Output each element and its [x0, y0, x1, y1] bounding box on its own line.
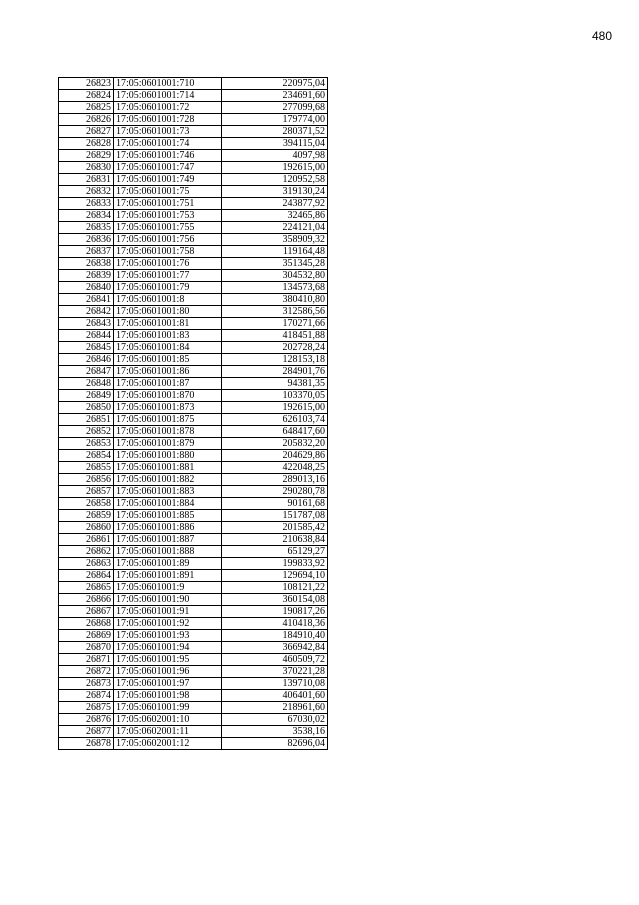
table-row [59, 522, 328, 534]
value-cell: 192615,00 [222, 162, 328, 174]
value-cell: 220975,04 [222, 78, 328, 90]
value-cell: 128153,18 [222, 354, 328, 366]
cadastral-number-cell: 17:05:0601001:86 [114, 366, 222, 378]
cadastral-number-cell: 17:05:0601001:89 [114, 558, 222, 570]
row-number-cell: 26856 [59, 474, 114, 486]
table-row [59, 126, 328, 138]
value-cell: 82696,04 [222, 738, 328, 750]
cadastral-number-cell: 17:05:0601001:87 [114, 378, 222, 390]
row-number-cell: 26842 [59, 306, 114, 318]
row-number-cell: 26869 [59, 630, 114, 642]
cadastral-number-cell: 17:05:0601001:93 [114, 630, 222, 642]
cadastral-number-cell: 17:05:0601001:891 [114, 570, 222, 582]
row-number-cell: 26859 [59, 510, 114, 522]
value-cell: 460509,72 [222, 654, 328, 666]
table-row [59, 198, 328, 210]
row-number-cell: 26837 [59, 246, 114, 258]
row-number-cell: 26835 [59, 222, 114, 234]
table-row [59, 654, 328, 666]
value-cell: 224121,04 [222, 222, 328, 234]
table-row [59, 378, 328, 390]
table-row [59, 414, 328, 426]
table-row [59, 102, 328, 114]
cadastral-number-cell: 17:05:0602001:11 [114, 726, 222, 738]
value-cell: 394115,04 [222, 138, 328, 150]
value-cell: 108121,22 [222, 582, 328, 594]
cadastral-number-cell: 17:05:0601001:95 [114, 654, 222, 666]
cadastral-number-cell: 17:05:0601001:873 [114, 402, 222, 414]
value-cell: 94381,35 [222, 378, 328, 390]
table-row [59, 666, 328, 678]
row-number-cell: 26826 [59, 114, 114, 126]
cadastral-number-cell: 17:05:0601001:728 [114, 114, 222, 126]
row-number-cell: 26834 [59, 210, 114, 222]
value-cell: 190817,26 [222, 606, 328, 618]
table-row [59, 258, 328, 270]
table-row [59, 426, 328, 438]
cadastral-number-cell: 17:05:0601001:90 [114, 594, 222, 606]
cadastral-number-cell: 17:05:0601001:98 [114, 690, 222, 702]
cadastral-number-cell: 17:05:0601001:8 [114, 294, 222, 306]
cadastral-number-cell: 17:05:0601001:885 [114, 510, 222, 522]
page-number: 480 [592, 29, 613, 43]
table-row [59, 354, 328, 366]
table-row [59, 714, 328, 726]
value-cell: 32465,86 [222, 210, 328, 222]
value-cell: 90161,68 [222, 498, 328, 510]
cadastral-number-cell: 17:05:0601001:870 [114, 390, 222, 402]
row-number-cell: 26854 [59, 450, 114, 462]
cadastral-number-cell: 17:05:0601001:79 [114, 282, 222, 294]
row-number-cell: 26830 [59, 162, 114, 174]
cadastral-number-cell: 17:05:0601001:83 [114, 330, 222, 342]
value-cell: 234691,60 [222, 90, 328, 102]
value-cell: 312586,56 [222, 306, 328, 318]
cadastral-number-cell: 17:05:0601001:76 [114, 258, 222, 270]
value-cell: 201585,42 [222, 522, 328, 534]
row-number-cell: 26868 [59, 618, 114, 630]
table-row [59, 462, 328, 474]
table-row [59, 186, 328, 198]
row-number-cell: 26827 [59, 126, 114, 138]
cadastral-number-cell: 17:05:0601001:75 [114, 186, 222, 198]
row-number-cell: 26874 [59, 690, 114, 702]
table-row [59, 678, 328, 690]
table-row [59, 606, 328, 618]
value-cell: 370221,28 [222, 666, 328, 678]
row-number-cell: 26845 [59, 342, 114, 354]
value-cell: 277099,68 [222, 102, 328, 114]
cadastral-number-cell: 17:05:0601001:99 [114, 702, 222, 714]
cadastral-number-cell: 17:05:0601001:80 [114, 306, 222, 318]
table-row [59, 690, 328, 702]
value-cell: 129694,10 [222, 570, 328, 582]
row-number-cell: 26832 [59, 186, 114, 198]
row-number-cell: 26840 [59, 282, 114, 294]
table-row [59, 546, 328, 558]
row-number-cell: 26873 [59, 678, 114, 690]
cadastral-number-cell: 17:05:0601001:97 [114, 678, 222, 690]
row-number-cell: 26870 [59, 642, 114, 654]
row-number-cell: 26853 [59, 438, 114, 450]
row-number-cell: 26857 [59, 486, 114, 498]
cadastral-number-cell: 17:05:0601001:755 [114, 222, 222, 234]
value-cell: 199833,92 [222, 558, 328, 570]
table-row [59, 702, 328, 714]
table-row [59, 474, 328, 486]
row-number-cell: 26877 [59, 726, 114, 738]
table-row [59, 402, 328, 414]
value-cell: 284901,76 [222, 366, 328, 378]
value-cell: 418451,88 [222, 330, 328, 342]
cadastral-number-cell: 17:05:0601001:751 [114, 198, 222, 210]
row-number-cell: 26875 [59, 702, 114, 714]
value-cell: 103370,05 [222, 390, 328, 402]
table-row [59, 210, 328, 222]
table-row [59, 114, 328, 126]
table-row [59, 162, 328, 174]
table-row [59, 642, 328, 654]
row-number-cell: 26841 [59, 294, 114, 306]
table-row [59, 582, 328, 594]
value-cell: 360154,08 [222, 594, 328, 606]
table-row [59, 330, 328, 342]
cadastral-number-cell: 17:05:0601001:878 [114, 426, 222, 438]
table-row [59, 222, 328, 234]
cadastral-number-cell: 17:05:0601001:883 [114, 486, 222, 498]
value-cell: 289013,16 [222, 474, 328, 486]
value-cell: 366942,84 [222, 642, 328, 654]
cadastral-number-cell: 17:05:0601001:758 [114, 246, 222, 258]
table-row [59, 90, 328, 102]
row-number-cell: 26878 [59, 738, 114, 750]
row-number-cell: 26828 [59, 138, 114, 150]
table-row [59, 270, 328, 282]
row-number-cell: 26836 [59, 234, 114, 246]
cadastral-number-cell: 17:05:0601001:887 [114, 534, 222, 546]
row-number-cell: 26851 [59, 414, 114, 426]
value-cell: 67030,02 [222, 714, 328, 726]
row-number-cell: 26872 [59, 666, 114, 678]
value-cell: 184910,40 [222, 630, 328, 642]
row-number-cell: 26849 [59, 390, 114, 402]
value-cell: 3538,16 [222, 726, 328, 738]
table-row [59, 618, 328, 630]
table-row [59, 150, 328, 162]
cadastral-number-cell: 17:05:0601001:9 [114, 582, 222, 594]
table-row [59, 294, 328, 306]
cadastral-number-cell: 17:05:0601001:882 [114, 474, 222, 486]
value-cell: 626103,74 [222, 414, 328, 426]
cadastral-number-cell: 17:05:0601001:710 [114, 78, 222, 90]
cadastral-number-cell: 17:05:0601001:881 [114, 462, 222, 474]
cadastral-number-cell: 17:05:0601001:879 [114, 438, 222, 450]
cadastral-number-cell: 17:05:0601001:886 [114, 522, 222, 534]
table-row [59, 78, 328, 90]
cadastral-number-cell: 17:05:0601001:756 [114, 234, 222, 246]
data-table [58, 77, 328, 750]
value-cell: 351345,28 [222, 258, 328, 270]
table-row [59, 246, 328, 258]
table-row [59, 366, 328, 378]
cadastral-number-cell: 17:05:0601001:749 [114, 174, 222, 186]
table-row [59, 726, 328, 738]
cadastral-number-cell: 17:05:0601001:888 [114, 546, 222, 558]
value-cell: 319130,24 [222, 186, 328, 198]
cadastral-number-cell: 17:05:0601001:72 [114, 102, 222, 114]
cadastral-number-cell: 17:05:0601001:77 [114, 270, 222, 282]
row-number-cell: 26848 [59, 378, 114, 390]
value-cell: 304532,80 [222, 270, 328, 282]
value-cell: 65129,27 [222, 546, 328, 558]
cadastral-number-cell: 17:05:0601001:94 [114, 642, 222, 654]
value-cell: 243877,92 [222, 198, 328, 210]
value-cell: 4097,98 [222, 150, 328, 162]
row-number-cell: 26863 [59, 558, 114, 570]
cadastral-number-cell: 17:05:0601001:91 [114, 606, 222, 618]
value-cell: 210638,84 [222, 534, 328, 546]
cadastral-number-cell: 17:05:0601001:81 [114, 318, 222, 330]
row-number-cell: 26838 [59, 258, 114, 270]
cadastral-number-cell: 17:05:0601001:85 [114, 354, 222, 366]
cadastral-number-cell: 17:05:0601001:74 [114, 138, 222, 150]
table-row [59, 738, 328, 750]
value-cell: 410418,36 [222, 618, 328, 630]
cadastral-number-cell: 17:05:0601001:714 [114, 90, 222, 102]
value-cell: 406401,60 [222, 690, 328, 702]
table-row [59, 486, 328, 498]
value-cell: 205832,20 [222, 438, 328, 450]
row-number-cell: 26850 [59, 402, 114, 414]
table-row [59, 282, 328, 294]
row-number-cell: 26844 [59, 330, 114, 342]
value-cell: 120952,58 [222, 174, 328, 186]
value-cell: 648417,60 [222, 426, 328, 438]
row-number-cell: 26824 [59, 90, 114, 102]
value-cell: 170271,66 [222, 318, 328, 330]
cadastral-number-cell: 17:05:0601001:747 [114, 162, 222, 174]
value-cell: 380410,80 [222, 294, 328, 306]
cadastral-number-cell: 17:05:0601001:875 [114, 414, 222, 426]
row-number-cell: 26852 [59, 426, 114, 438]
value-cell: 151787,08 [222, 510, 328, 522]
row-number-cell: 26867 [59, 606, 114, 618]
value-cell: 192615,00 [222, 402, 328, 414]
row-number-cell: 26829 [59, 150, 114, 162]
row-number-cell: 26831 [59, 174, 114, 186]
table-row [59, 498, 328, 510]
cadastral-number-cell: 17:05:0601001:73 [114, 126, 222, 138]
row-number-cell: 26843 [59, 318, 114, 330]
table-row [59, 138, 328, 150]
value-cell: 204629,86 [222, 450, 328, 462]
cadastral-number-cell: 17:05:0601001:753 [114, 210, 222, 222]
row-number-cell: 26861 [59, 534, 114, 546]
row-number-cell: 26858 [59, 498, 114, 510]
table-row [59, 450, 328, 462]
value-cell: 134573,68 [222, 282, 328, 294]
table-row [59, 630, 328, 642]
row-number-cell: 26871 [59, 654, 114, 666]
value-cell: 179774,00 [222, 114, 328, 126]
table-row [59, 534, 328, 546]
table-row [59, 234, 328, 246]
table-row [59, 438, 328, 450]
cadastral-number-cell: 17:05:0602001:12 [114, 738, 222, 750]
table-row [59, 174, 328, 186]
cadastral-number-cell: 17:05:0601001:746 [114, 150, 222, 162]
value-cell: 139710,08 [222, 678, 328, 690]
row-number-cell: 26860 [59, 522, 114, 534]
value-cell: 280371,52 [222, 126, 328, 138]
table-row [59, 342, 328, 354]
table-row [59, 318, 328, 330]
table-row [59, 594, 328, 606]
row-number-cell: 26839 [59, 270, 114, 282]
row-number-cell: 26862 [59, 546, 114, 558]
value-cell: 290280,78 [222, 486, 328, 498]
table-row [59, 306, 328, 318]
table-row [59, 390, 328, 402]
row-number-cell: 26847 [59, 366, 114, 378]
cadastral-number-cell: 17:05:0601001:884 [114, 498, 222, 510]
cadastral-number-cell: 17:05:0601001:880 [114, 450, 222, 462]
row-number-cell: 26825 [59, 102, 114, 114]
row-number-cell: 26864 [59, 570, 114, 582]
value-cell: 218961,60 [222, 702, 328, 714]
row-number-cell: 26846 [59, 354, 114, 366]
cadastral-number-cell: 17:05:0601001:84 [114, 342, 222, 354]
row-number-cell: 26833 [59, 198, 114, 210]
cadastral-number-cell: 17:05:0601001:96 [114, 666, 222, 678]
row-number-cell: 26876 [59, 714, 114, 726]
cadastral-number-cell: 17:05:0602001:10 [114, 714, 222, 726]
row-number-cell: 26865 [59, 582, 114, 594]
value-cell: 119164,48 [222, 246, 328, 258]
table-row [59, 558, 328, 570]
table-row [59, 510, 328, 522]
row-number-cell: 26823 [59, 78, 114, 90]
value-cell: 358909,32 [222, 234, 328, 246]
value-cell: 422048,25 [222, 462, 328, 474]
table-row [59, 570, 328, 582]
value-cell: 202728,24 [222, 342, 328, 354]
row-number-cell: 26866 [59, 594, 114, 606]
row-number-cell: 26855 [59, 462, 114, 474]
table-body [59, 78, 328, 750]
cadastral-number-cell: 17:05:0601001:92 [114, 618, 222, 630]
